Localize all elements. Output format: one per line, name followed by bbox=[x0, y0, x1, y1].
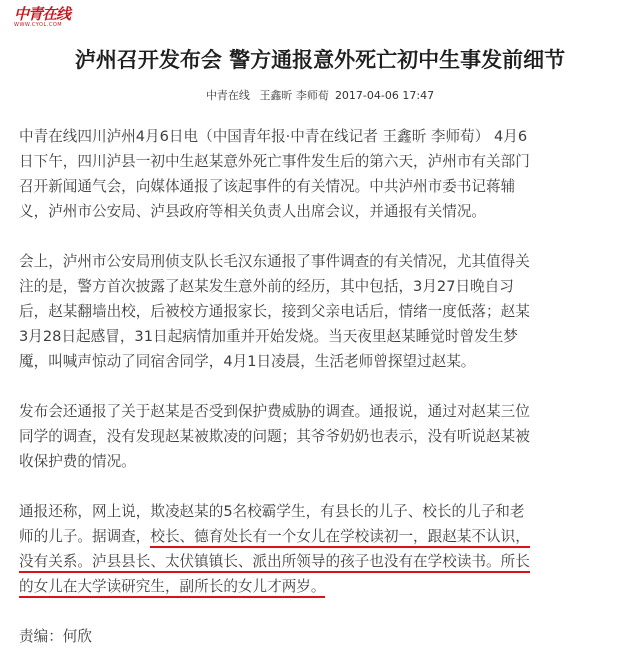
text-line: 3月28日起感冒，31日起病情加重并开始发烧。当天夜里赵某睡觉时曾发生梦 bbox=[19, 328, 518, 345]
text-plain: 师的儿子。据调查， bbox=[19, 528, 151, 545]
underlined-text: 校长、德育处长有一个女儿在学校读初一，跟赵某不认识， bbox=[150, 528, 529, 548]
article-body bbox=[19, 124, 627, 649]
paragraph-3 bbox=[19, 399, 627, 474]
text-line: 会上，泸州市公安局刑侦支队长毛汉东通报了事件调查的有关情况，尤其值得关 bbox=[19, 253, 530, 270]
text-line: 发布会还通报了关于赵某是否受到保护费威胁的调查。通报说，通过对赵某三位 bbox=[19, 403, 530, 420]
article-authors: 王鑫昕 李师荀 bbox=[259, 89, 329, 102]
paragraph-4-highlighted bbox=[19, 499, 627, 599]
paragraph-1 bbox=[19, 124, 627, 224]
text-line bbox=[19, 549, 627, 574]
article-meta bbox=[0, 88, 640, 104]
text-line: 后，赵某翻墙出校，后被校方通报家长，接到父亲电话后，情绪一度低落；赵某 bbox=[19, 303, 530, 320]
text-line: 中青在线四川泸州4月6日电（中国青年报·中青在线记者 王鑫昕 李师荀） 4月6 bbox=[19, 128, 528, 145]
paragraph-2 bbox=[19, 249, 627, 374]
text-line bbox=[19, 524, 627, 549]
text-line: 注的是，警方首次披露了赵某发生意外前的经历，其中包括，3月27日晚自习 bbox=[19, 278, 514, 295]
text-line: 日下午，四川泸县一初中生赵某意外死亡事件发生后的第六天，泸州市有关部门 bbox=[19, 153, 530, 170]
site-logo[interactable] bbox=[14, 6, 70, 30]
text-line: 义，泸州市公安局、泸县政府等相关负责人出席会议，并通报有关情况。 bbox=[19, 203, 487, 220]
logo-subtext: WWW.CYOL.COM bbox=[14, 22, 63, 28]
text-line: 收保护费的情况。 bbox=[19, 453, 136, 470]
text-line bbox=[19, 574, 627, 599]
underlined-text: 没有关系。泸县县长、太伏镇镇长、派出所领导的孩子也没有在学校读书。所长 bbox=[19, 553, 530, 573]
text-line: 魇，叫喊声惊动了同宿舍同学，4月1日凌晨，生活老师曾探望过赵某。 bbox=[19, 353, 476, 370]
editor-credit: 责编：何欣 bbox=[19, 628, 92, 645]
text-line: 召开新闻通气会，向媒体通报了该起事件的有关情况。中共泸州市委书记蒋辅 bbox=[19, 178, 516, 195]
text-line: 同学的调查，没有发现赵某被欺凌的问题；其爷爷奶奶也表示，没有听说赵某被 bbox=[19, 428, 530, 445]
article-datetime: 2017-04-06 17:47 bbox=[334, 89, 435, 102]
logo-text: 中青在线 bbox=[14, 5, 71, 23]
article-source[interactable]: 中青在线 bbox=[205, 89, 250, 102]
underlined-text: 的女儿在大学读研究生，副所长的女儿才两岁。 bbox=[19, 578, 325, 598]
text-line: 通报还称，网上说，欺凌赵某的5名校霸学生，有县长的儿子、校长的儿子和老 bbox=[19, 503, 525, 520]
article-title: 泸州召开发布会 警方通报意外死亡初中生事发前细节 bbox=[74, 48, 566, 72]
